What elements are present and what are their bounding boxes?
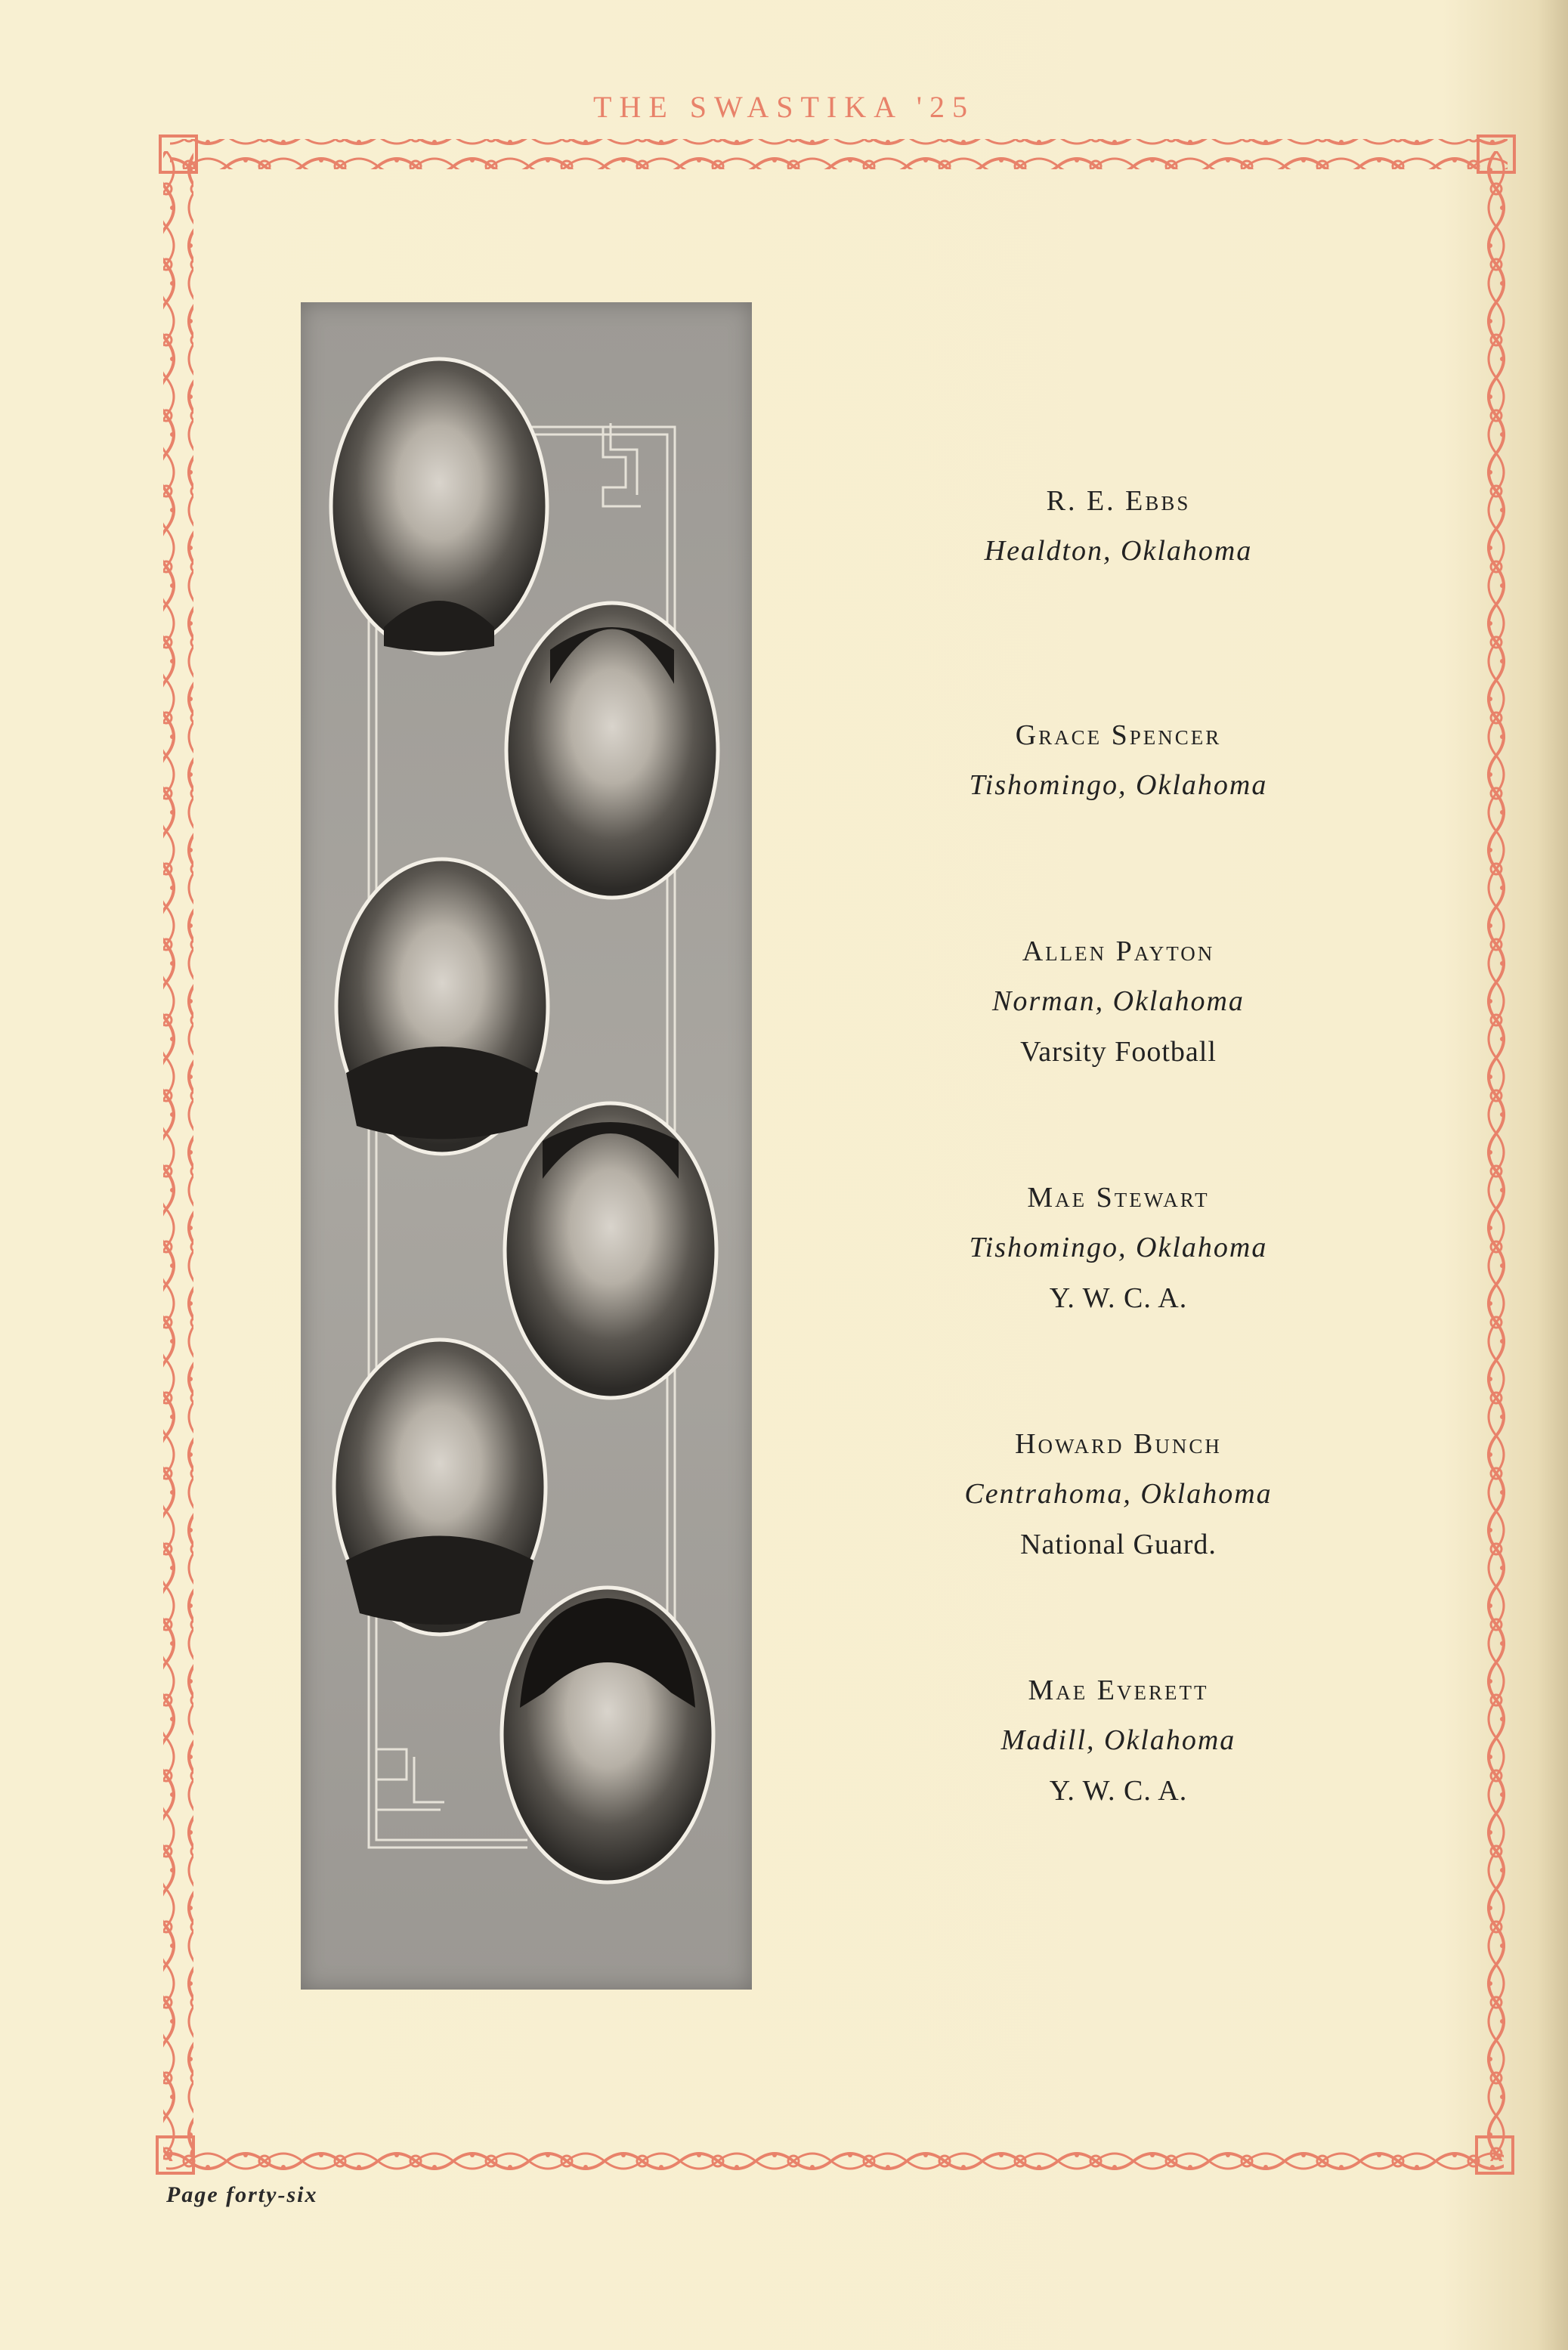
- entry-name: R. E. Ebbs: [1046, 485, 1191, 517]
- entry-hometown: Norman, Oklahoma: [992, 985, 1245, 1017]
- portrait-oval-1: [331, 359, 547, 654]
- entry-hometown: Centrahoma, Oklahoma: [964, 1478, 1273, 1510]
- entry-name: Mae Everett: [1028, 1674, 1209, 1706]
- portrait-oval-2: [506, 603, 718, 898]
- running-head: THE SWASTIKA '25: [593, 90, 975, 124]
- portrait-oval-6: [502, 1588, 713, 1882]
- entry-activity: Y. W. C. A.: [1049, 1282, 1188, 1314]
- portrait-panel: [301, 302, 752, 1990]
- entry-hometown: Tishomingo, Oklahoma: [969, 1232, 1268, 1263]
- entry-2: [892, 710, 1345, 810]
- entry-name: Howard Bunch: [1015, 1428, 1222, 1460]
- entry-hometown: Healdton, Oklahoma: [984, 535, 1253, 567]
- portrait-oval-5: [334, 1340, 546, 1634]
- entry-name: Allen Payton: [1022, 935, 1215, 967]
- entry-5: [892, 1419, 1345, 1570]
- entry-3: [892, 926, 1345, 1078]
- entry-6: [892, 1665, 1345, 1817]
- entry-name: Grace Spencer: [1015, 719, 1222, 751]
- portrait-oval-3: [336, 859, 548, 1154]
- entry-hometown: Tishomingo, Oklahoma: [969, 769, 1268, 801]
- entry-activity: Varsity Football: [1020, 1036, 1217, 1068]
- page-number: Page forty-six: [166, 2182, 318, 2207]
- entry-activity: Y. W. C. A.: [1049, 1775, 1188, 1807]
- entry-name: Mae Stewart: [1027, 1182, 1210, 1214]
- entry-1: [892, 476, 1345, 576]
- entry-hometown: Madill, Oklahoma: [1000, 1724, 1236, 1756]
- entry-activity: National Guard.: [1020, 1529, 1217, 1560]
- entry-4: [892, 1173, 1345, 1324]
- portrait-oval-4: [505, 1103, 716, 1398]
